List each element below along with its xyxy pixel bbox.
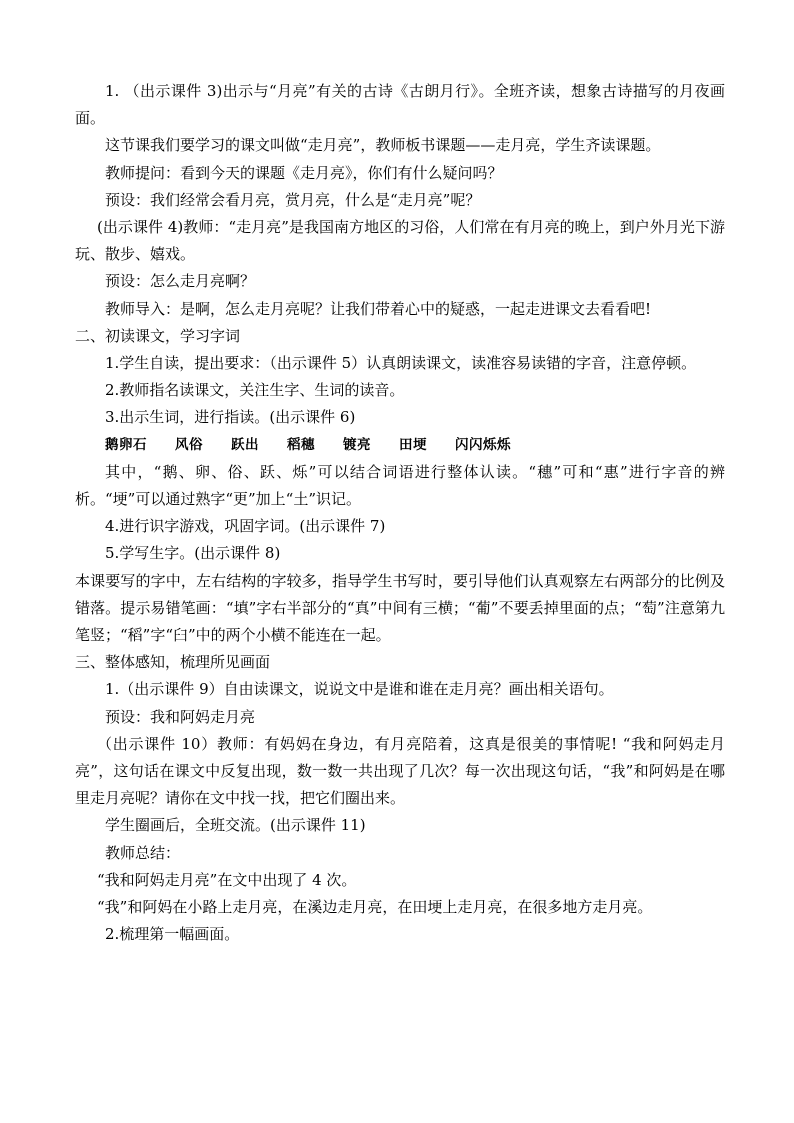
paragraph-10: 3.出示生词，进行指读。(出示课件 6) [105,408,356,427]
paragraph-4: 预设：我们经常会看月亮，赏月亮，什么是“走月亮”呢？ [105,190,481,209]
paragraph-17: 预设：我和阿妈走月亮 [105,707,256,726]
vocab-word: 田埂 [399,436,427,453]
paragraph-8: 1.学生自读，提出要求：（出示课件 5）认真朗读课文，读准容易读错的字音，注意停顿。 [105,354,697,373]
paragraph-23: 2.梳理第一幅画面。 [105,925,240,944]
vocab-word: 稻穗 [287,436,315,453]
paragraph-7: 教师导入：是啊，怎么走月亮呢？让我们带着心中的疑惑，一起走进课文去看看吧! [105,299,652,318]
paragraph-1: 1. （出示课件 3)出示与“月亮”有关的古诗《古朗月行》。全班齐读，想象古诗描写的月夜画面。 [75,82,725,128]
paragraph-20: 教师总结： [105,843,181,862]
vocab-list [75,432,725,459]
paragraph-2: 这节课我们要学习的课文叫做“走月亮”，教师板书课题——走月亮，学生齐读课题。 [105,136,661,155]
vocab-word: 闪闪烁烁 [455,436,511,453]
paragraph-12: 其中，“鹅、卵、俗、跃、烁”可以结合词语进行整体认读。“穗”可和“惠”进行字音的辨析。“埂”可以通过熟字“更”加上“土”识记。 [75,462,725,509]
paragraph-14: 5.学写生字。(出示课件 8) [105,544,281,563]
vocab-word: 镀亮 [343,436,371,453]
vocab-word: 鹅卵石 [105,436,147,453]
section-heading-3: 三、整体感知，梳理所见画面 [75,653,271,672]
paragraph-15: 本课要写的字中，左右结构的字较多，指导学生书写时，要引导他们认真观察左右两部分的比例及错落。提示易错笔画：“填”字右半部分的“真”中间有三横；“葡”不要丢掉里面的点；“萄”注意第九笔竖；“稻”字“臼”中的两个小横不能连在一起。 [75,571,725,645]
paragraph-6: 预设：怎么走月亮啊？ [105,272,256,291]
paragraph-21: “我和阿妈走月亮”在文中出现了 4 次。 [97,870,357,889]
paragraph-22: “我”和阿妈在小路上走月亮，在溪边走月亮，在田埂上走月亮，在很多地方走月亮。 [97,898,653,917]
paragraph-18: （出示课件 10）教师：有妈妈在身边，有月亮陪着，这真是很美的事情呢! “我和阿妈走月亮”，这句话在课文中反复出现，数一数一共出现了几次？每一次出现这句话，“我”和阿妈是在哪里走月亮呢？请你在文中找一找，把它们圈出来。 [75,734,725,808]
document-body [75,78,725,949]
paragraph-13: 4.进行识字游戏，巩固字词。(出示课件 7) [105,517,386,536]
vocab-word: 风俗 [175,436,203,453]
paragraph-5: (出示课件 4)教师：“走月亮”是我国南方地区的习俗，人们常在有月亮的晚上，到户外月光下游玩、散步、嬉戏。 [75,218,725,264]
paragraph-16: 1.（出示课件 9）自由读课文，说说文中是谁和谁在走月亮？画出相关语句。 [105,680,614,699]
paragraph-3: 教师提问：看到今天的课题《走月亮》，你们有什么疑问吗？ [105,163,503,182]
vocab-word: 跃出 [231,436,259,453]
paragraph-19: 学生圈画后，全班交流。(出示课件 11) [105,816,366,835]
paragraph-9: 2.教师指名读课文，关注生字、生词的读音。 [105,381,405,400]
section-heading-2: 二、初读课文，学习字词 [75,326,241,345]
